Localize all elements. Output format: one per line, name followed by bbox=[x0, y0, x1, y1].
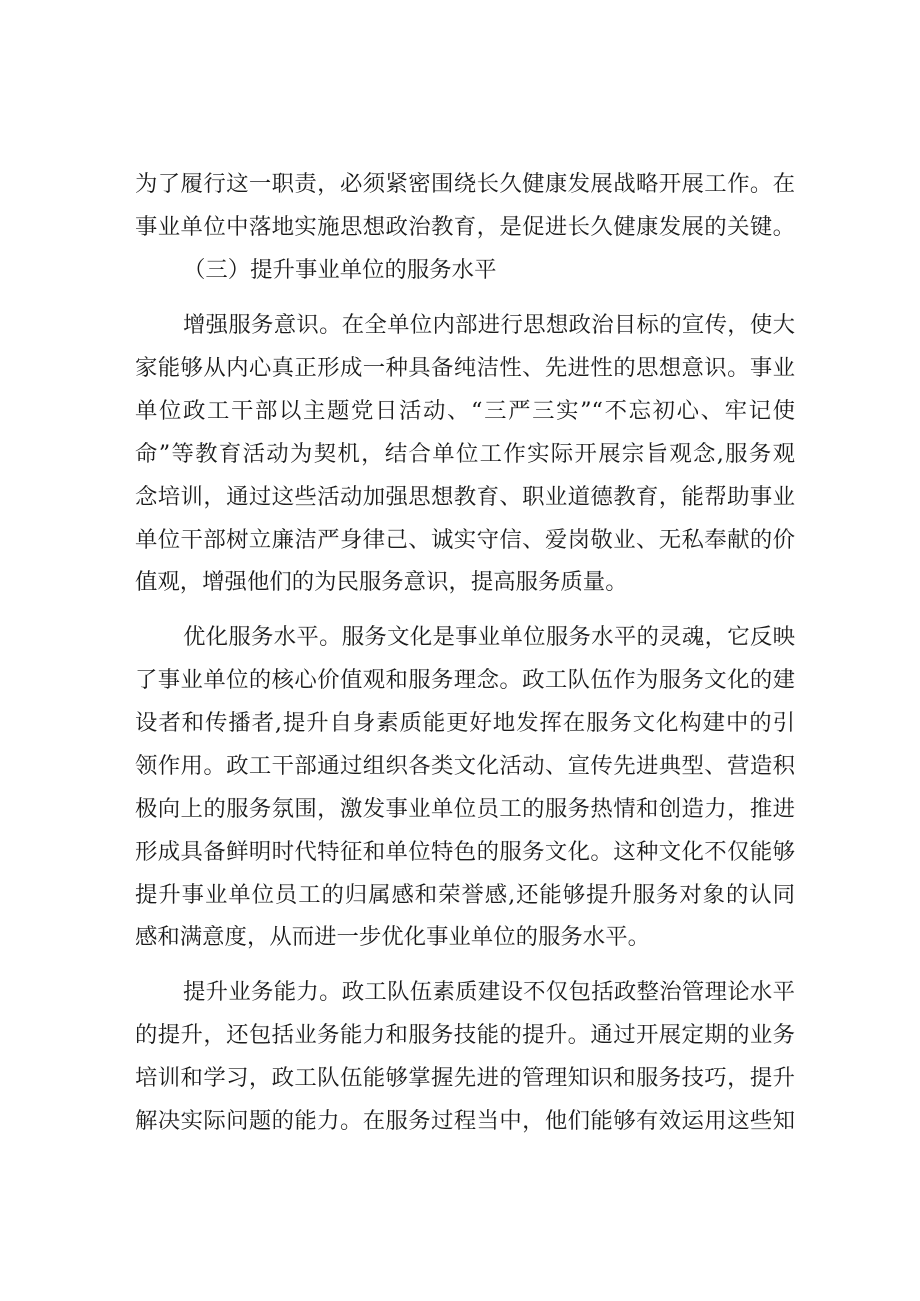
paragraph-line: 设者和传播者,提升自身素质能更好地发挥在服务文化构建中的引 bbox=[135, 710, 795, 736]
paragraph-line: 单位政工干部以主题党日活动、“三严三实”“不忘初心、牢记使 bbox=[135, 398, 795, 424]
paragraph-line: 家能够从内心真正形成一种具备纯洁性、先进性的思想意识。事业 bbox=[135, 355, 795, 381]
paragraph-line: 领作用。政工干部通过组织各类文化活动、宣传先进典型、营造积 bbox=[135, 753, 795, 779]
paragraph-line: 了事业单位的核心价值观和服务理念。政工队伍作为服务文化的建 bbox=[135, 667, 795, 693]
paragraph-line: 为了履行这一职责，必须紧密围绕长久健康发展战略开展工作。在 bbox=[135, 171, 795, 197]
paragraph-line: 提升事业单位员工的归属感和荣誉感,还能够提升服务对象的认同 bbox=[135, 882, 795, 908]
paragraph-line: 培训和学习，政工队伍能够掌握先进的管理知识和服务技巧，提升 bbox=[135, 1065, 795, 1091]
paragraph-line: 的提升，还包括业务能力和服务技能的提升。通过开展定期的业务 bbox=[135, 1022, 795, 1048]
paragraph-line: 增强服务意识。在全单位内部进行思想政治目标的宣传，使大 bbox=[183, 312, 795, 338]
paragraph-line: 极向上的服务氛围，激发事业单位员工的服务热情和创造力，推进 bbox=[135, 796, 795, 822]
paragraph-line: 提升业务能力。政工队伍素质建设不仅包括政整治管理论水平 bbox=[183, 979, 795, 1005]
paragraph-line: 值观，增强他们的为民服务意识，提高服务质量。 bbox=[135, 569, 628, 595]
paragraph-line: 念培训，通过这些活动加强思想教育、职业道德教育，能帮助事业 bbox=[135, 484, 795, 510]
paragraph-line: 形成具备鲜明时代特征和单位特色的服务文化。这种文化不仅能够 bbox=[135, 839, 795, 865]
paragraph-line: 事业单位中落地实施思想政治教育，是促进长久健康发展的关键。 bbox=[135, 214, 795, 240]
paragraph-line: 命”等教育活动为契机，结合单位工作实际开展宗旨观念,服务观 bbox=[135, 441, 795, 467]
paragraph-line: 优化服务水平。服务文化是事业单位服务水平的灵魂，它反映 bbox=[183, 624, 795, 650]
paragraph-line: 单位干部树立廉洁严身律己、诚实守信、爱岗敬业、无私奉献的价 bbox=[135, 527, 795, 553]
section-heading: （三）提升事业单位的服务水平 bbox=[183, 257, 497, 283]
paragraph-line: 解决实际问题的能力。在服务过程当中，他们能够有效运用这些知 bbox=[135, 1108, 795, 1134]
paragraph-line: 感和满意度，从而进一步优化事业单位的服务水平。 bbox=[135, 924, 650, 950]
